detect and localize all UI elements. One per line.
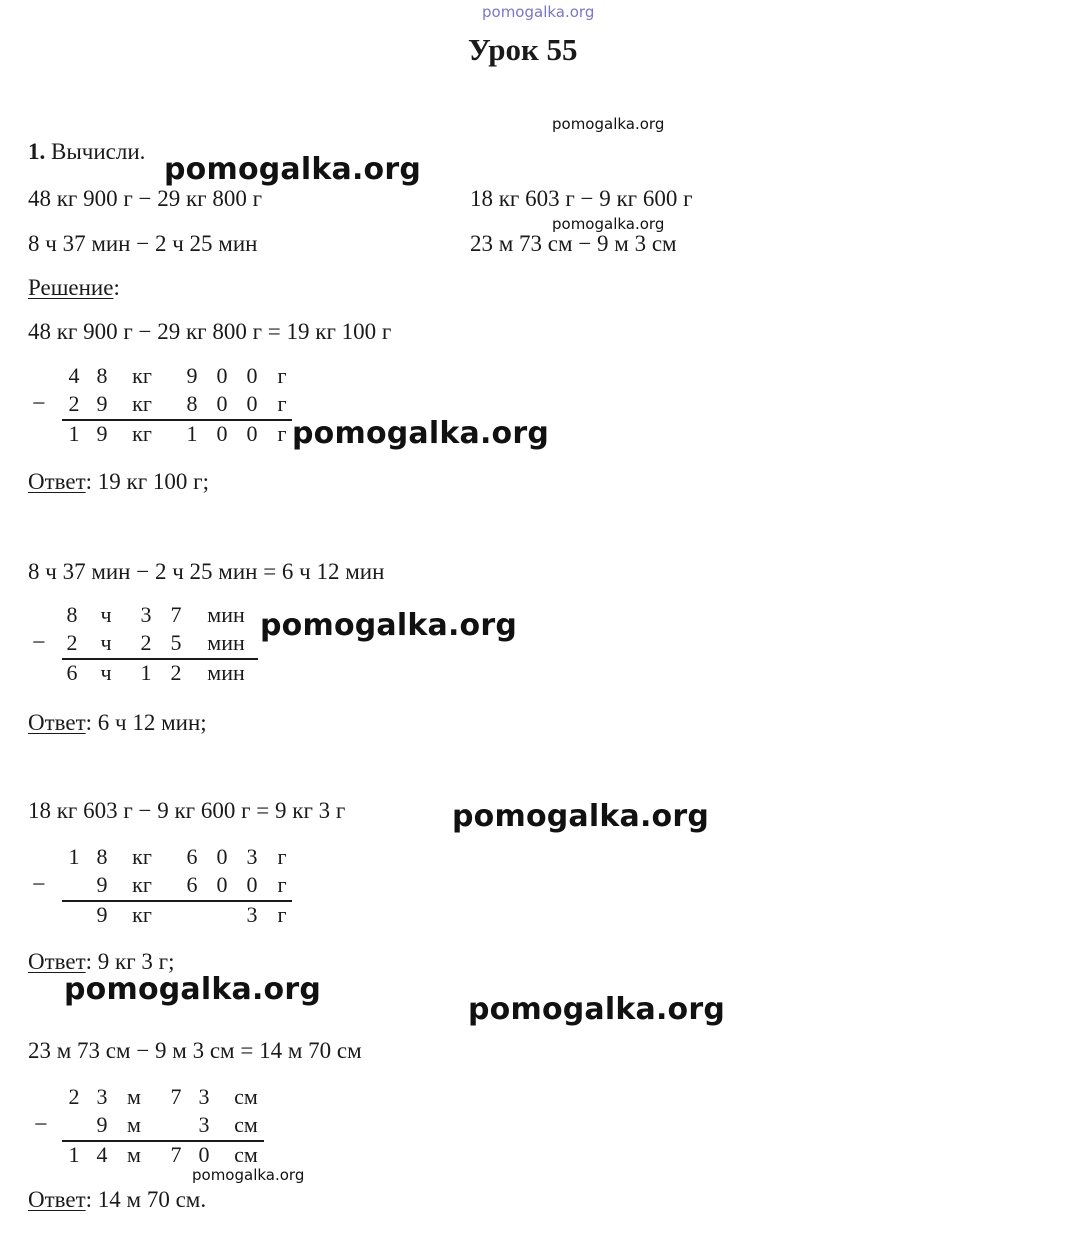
page-title: Урок 55 [468,32,578,67]
column-cell: кг [132,391,152,416]
answer-value: : 14 м 70 см. [85,1187,207,1212]
result-row [36,901,296,929]
column-cell: 9 [96,421,108,446]
minuend-row [36,362,296,390]
watermark-big: pomogalka.org [452,799,710,834]
column-cell: г [277,363,287,388]
column-cell: 4 [96,1142,108,1167]
watermark-small: pomogalka.org [192,1166,305,1184]
answer-line [28,709,207,737]
column-cell: 8 [96,363,108,388]
column-cell: 1 [68,421,80,446]
task-header [28,138,145,166]
column-cell: 0 [246,421,258,446]
answer-label: Ответ [28,469,86,494]
column-cell: 9 [96,902,108,927]
subtraction-line [62,658,258,660]
column-cell: м [127,1142,141,1167]
column-cell: 1 [68,844,80,869]
result-row [36,420,296,448]
column-cell: 0 [216,872,228,897]
column-cell: 2 [140,630,152,655]
column-cell: м [127,1084,141,1109]
result-row [36,659,266,687]
column-cell: см [234,1112,258,1137]
column-cell: кг [132,902,152,927]
minus-sign: − [32,872,46,898]
column-cell: 6 [186,844,198,869]
column-cell: 1 [140,660,152,685]
column-cell: ч [100,660,112,685]
answer-line [28,468,209,496]
column-cell: 1 [68,1142,80,1167]
column-cell: ч [100,602,112,627]
expression: 48 кг 900 г − 29 кг 800 г [28,186,263,211]
column-subtraction [32,601,266,691]
answer-value: : 9 кг 3 г; [85,949,175,974]
minuend-row [36,843,296,871]
column-cell: 6 [66,660,78,685]
column-cell: мин [207,660,245,685]
column-cell: 8 [66,602,78,627]
column-cell: г [277,872,287,897]
solution-heading: Решение: [28,275,120,300]
column-cell: кг [132,421,152,446]
answer-value: : 19 кг 100 г; [85,469,209,494]
solution-label: Решение [28,275,114,300]
column-cell: г [277,421,287,446]
answer-value: : 6 ч 12 мин; [85,710,207,735]
column-cell: мин [207,630,245,655]
column-cell: 0 [198,1142,210,1167]
minus-sign: − [34,1112,48,1138]
solution-equation: 23 м 73 см − 9 м 3 см = 14 м 70 см [28,1038,362,1063]
column-cell: 3 [198,1112,210,1137]
column-cell: 0 [216,363,228,388]
subtraction-line [62,1140,264,1142]
column-cell: 7 [170,602,182,627]
watermark-small: pomogalka.org [552,115,665,133]
subtrahend-row [38,1111,278,1139]
column-cell: 9 [96,872,108,897]
minus-sign: − [32,391,46,417]
subtrahend-row [36,871,296,899]
column-cell: 3 [96,1084,108,1109]
expression: 23 м 73 см − 9 м 3 см [470,231,677,256]
column-subtraction [32,362,296,452]
column-subtraction [32,843,296,933]
column-cell: кг [132,872,152,897]
column-cell: 2 [170,660,182,685]
watermark-big: pomogalka.org [260,608,518,643]
column-cell: 3 [140,602,152,627]
watermark-big: pomogalka.org [64,972,322,1007]
watermark-top: pomogalka.org [482,3,595,21]
column-cell: см [234,1084,258,1109]
minuend-row [36,601,266,629]
column-cell: 0 [246,363,258,388]
column-cell: 5 [170,630,182,655]
column-cell: 0 [216,421,228,446]
column-cell: 2 [66,630,78,655]
watermark-big: pomogalka.org [164,152,422,187]
subtraction-line [62,419,292,421]
answer-label: Ответ [28,1187,86,1212]
column-cell: 0 [246,391,258,416]
column-subtraction [34,1083,278,1173]
column-cell: 7 [170,1084,182,1109]
column-cell: м [127,1112,141,1137]
column-cell: 9 [96,391,108,416]
column-cell: см [234,1142,258,1167]
column-cell: 7 [170,1142,182,1167]
solution-equation: 18 кг 603 г − 9 кг 600 г = 9 кг 3 г [28,798,346,823]
minuend-row [38,1083,278,1111]
column-cell: г [277,391,287,416]
column-cell: мин [207,602,245,627]
column-cell: г [277,902,287,927]
column-cell: кг [132,363,152,388]
column-cell: 0 [246,872,258,897]
solution-equation: 48 кг 900 г − 29 кг 800 г = 19 кг 100 г [28,319,392,344]
column-cell: 9 [186,363,198,388]
column-cell: 4 [68,363,80,388]
watermark-big: pomogalka.org [292,416,550,451]
column-cell: 0 [216,844,228,869]
expression: 8 ч 37 мин − 2 ч 25 мин [28,231,258,256]
minus-sign: − [32,630,46,656]
column-cell: 2 [68,391,80,416]
task-number: 1. [28,139,46,164]
column-cell: кг [132,844,152,869]
expression: 18 кг 603 г − 9 кг 600 г [470,186,693,211]
column-cell: 8 [96,844,108,869]
column-cell: ч [100,630,112,655]
column-cell: 8 [186,391,198,416]
column-cell: 3 [246,902,258,927]
subtrahend-row [36,390,296,418]
column-cell: 9 [96,1112,108,1137]
column-cell: 3 [198,1084,210,1109]
answer-line [28,1186,206,1214]
subtrahend-row [36,629,266,657]
column-cell: 3 [246,844,258,869]
subtraction-line [62,900,292,902]
column-cell: 0 [216,391,228,416]
task-instruction: Вычисли. [51,139,146,164]
column-cell: г [277,844,287,869]
column-cell: 1 [186,421,198,446]
column-cell: 2 [68,1084,80,1109]
watermark-small: pomogalka.org [552,215,665,233]
column-cell: 6 [186,872,198,897]
answer-label: Ответ [28,710,86,735]
answer-label: Ответ [28,949,86,974]
solution-equation: 8 ч 37 мин − 2 ч 25 мин = 6 ч 12 мин [28,559,385,584]
result-row [38,1141,278,1169]
watermark-big: pomogalka.org [468,992,726,1027]
